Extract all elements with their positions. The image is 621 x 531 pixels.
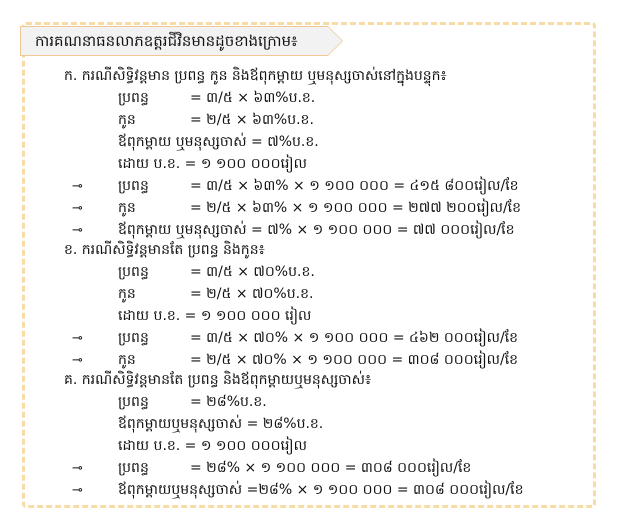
bullet-arrow-icon: ⊸ [72, 353, 83, 368]
bullet-arrow-icon: ⊸ [72, 223, 83, 238]
section-heading-a: ក. ករណីសិទ្ធិវន្ដមាន ប្រពន្ធ កូន និងឪពុកម្ដាយ ឬមនុស្សចាស់នៅក្នុងបន្ទុក៖ [64, 68, 447, 84]
line-value: = ២/៥ × ៧០%ប.ខ. [190, 286, 314, 302]
line: ឪពុកម្ដាយ ឬមនុស្សចាស់ = ៧%ប.ខ. [118, 134, 319, 150]
calc-value: = ២/៥ × ៧០% × ១ ១០០ ០០០ = ៣០៨ ០០០រៀល/ខែ [190, 352, 519, 368]
calc-text: ឪពុកម្ដាយ ឬមនុស្សចាស់ = ៧% × ១ ១០០ ០០០ = ៧៧ ០០០រៀល/ខែ [118, 222, 515, 238]
calc-label: កូន [118, 352, 136, 368]
calc-value: = ៣/៥ × ៦៣% × ១ ១០០ ០០០ = ៤១៥ ៨០០រៀល/ខែ [190, 178, 519, 194]
bullet-arrow-icon: ⊸ [72, 179, 83, 194]
calc-value: = ២៨% × ១ ១០០ ០០០ = ៣០៨ ០០០រៀល/ខែ [190, 460, 472, 476]
line-label: ប្រពន្ធ [118, 394, 149, 410]
line-value: = ៣/៥ × ៦៣%ប.ខ. [190, 90, 316, 106]
calc-label: ប្រពន្ធ [118, 330, 149, 346]
calc-label: ប្រពន្ធ [118, 460, 149, 476]
calc-value: = ២/៥ × ៦៣% × ១ ១០០ ០០០ = ២៧៧ ២០០រៀល/ខែ [190, 200, 521, 216]
bullet-arrow-icon: ⊸ [72, 331, 83, 346]
line: ឪពុកម្ដាយឬមនុស្សចាស់ = ២៨%ប.ខ. [118, 416, 324, 432]
line: ដោយ ប.ខ. = ១ ១០០ ០០០ រៀល [118, 308, 312, 324]
line-label: ប្រពន្ធ [118, 264, 149, 280]
line-value: = ៣/៥ × ៧០%ប.ខ. [190, 264, 315, 280]
line: ដោយ ប.ខ. = ១ ១០០ ០០០រៀល [118, 438, 307, 454]
line-label: កូន [118, 112, 136, 128]
bullet-arrow-icon: ⊸ [72, 461, 83, 476]
section-heading-c: គ. ករណីសិទ្ធិវន្ដមានតែ ប្រពន្ធ និងឪពុកម្ដាយឬមនុស្សចាស់៖ [64, 372, 372, 388]
bullet-arrow-icon: ⊸ [72, 483, 83, 498]
line-label: ប្រពន្ធ [118, 90, 149, 106]
line: ដោយ ប.ខ. = ១ ១០០ ០០០រៀល [118, 156, 307, 172]
section-heading-b: ខ. ករណីសិទ្ធិវន្ដមានតែ ប្រពន្ធ និងកូន៖ [64, 242, 265, 258]
calc-label: កូន [118, 200, 136, 216]
calc-label: ប្រពន្ធ [118, 178, 149, 194]
line-value: = ២៨%ប.ខ. [190, 394, 267, 410]
page-title: ការគណនាធនលាភឧត្ដរជីវិនមានដូចខាងក្រោម៖ [35, 32, 298, 50]
line-value: = ២/៥ × ៦៣%ប.ខ. [190, 112, 314, 128]
bullet-arrow-icon: ⊸ [72, 201, 83, 216]
calc-value: = ៣/៥ × ៧០% × ១ ១០០ ០០០ = ៤៦២ ០០០រៀល/ខែ [190, 330, 519, 346]
calc-text: ឪពុកម្ដាយឬមនុស្សចាស់ =២៨% × ១ ១០០ ០០០ = ៣០៨ ០០០រៀល/ខែ [118, 482, 524, 498]
line-label: កូន [118, 286, 136, 302]
